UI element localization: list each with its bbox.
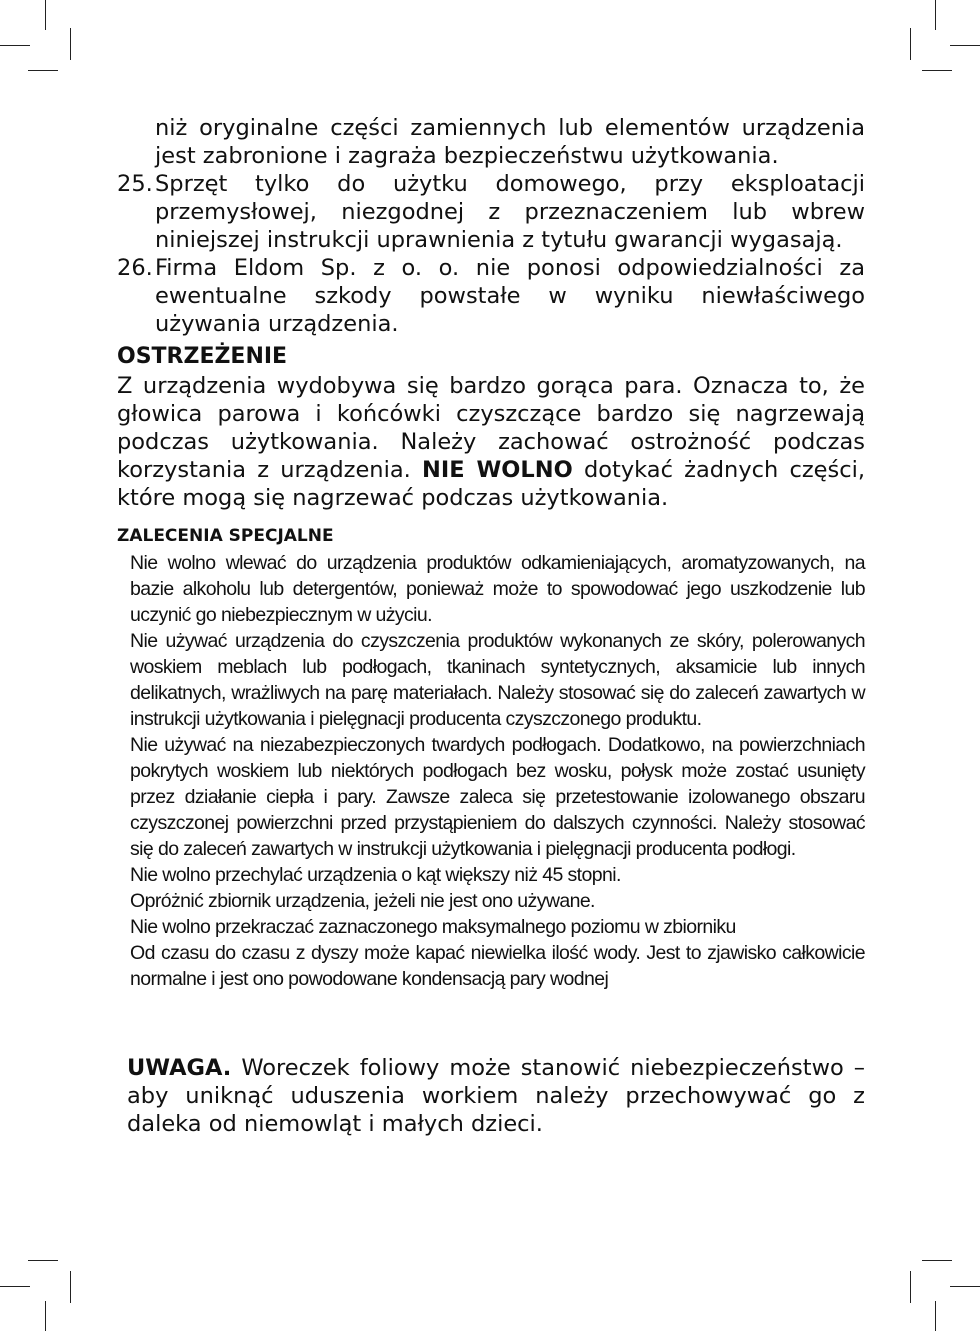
warning-text-part: Z urządzenia wydobywa się bardzo gorąca para. Oznacza to, że głowica parowa i końcówki czyszczące bardzo się nagrzewają podczas użytkowania. Należy zachować ostrożność podczas korzystania z urządzenia. (117, 373, 865, 483)
notice-label: UWAGA. (127, 1055, 232, 1081)
list-item (117, 170, 865, 254)
list-continuation: niż oryginalne części zamiennych lub elementów urządzenia jest zabronione i zagraża bezpieczeństwu użytkowania. (155, 115, 865, 169)
crop-mark (0, 45, 30, 46)
recommendation: Nie używać na niezabezpieczonych twardych podłogach. Dodatkowo, na powierzchniach pokrytych woskiem lub niektórych podłogach bez wosku, połysk może zostać usunięty przez działanie ciepła i pary. Zawsze zaleca się przetestowanie izolowanego obszaru czyszczonej powierzchni przed przystąpieniem do dalszych czynności. Należy stosować się do zaleceń zawartych w instrukcji użytkowania i pielęgnacji producenta podłogi. (130, 734, 865, 860)
crop-mark (950, 45, 980, 46)
list-item-number: 25. (117, 171, 153, 197)
list-item-number: 26. (117, 255, 153, 281)
crop-mark (45, 0, 46, 30)
notice-text: Woreczek foliowy może stanowić niebezpieczeństwo – aby uniknąć uduszenia workiem należy przechowywać go z daleka od niemowląt i małych dzieci. (127, 1055, 865, 1137)
recommendation: Opróżnić zbiornik urządzenia, jeżeli nie jest ono używane. (130, 890, 595, 912)
crop-mark (910, 1271, 911, 1303)
special-heading: ZALECENIA SPECJALNE (117, 526, 334, 546)
recommendation: Nie wolno wlewać do urządzenia produktów odkamieniających, aromatyzowanych, na bazie alkoholu lub detergentów, ponieważ może to spowodować jego uszkodzenie lub uczynić go niebezpiecznym w użyciu. (130, 552, 865, 626)
warning-text-part: dotykać żadnych części, które mogą się nagrzewać podczas użytkowania. (117, 457, 866, 511)
crop-mark (70, 1271, 71, 1303)
crop-mark (935, 0, 936, 30)
crop-mark (28, 70, 58, 71)
warning-emphasis: NIE WOLNO (422, 457, 573, 483)
numbered-list (117, 114, 865, 338)
crop-mark (935, 1301, 936, 1331)
crop-mark (950, 1286, 980, 1287)
warning-text (117, 372, 865, 512)
list-item-text: Firma Eldom Sp. z o. o. nie ponosi odpowiedzialności za ewentualne szkody powstałe w wyniku niewłaściwego używania urządzenia. (155, 255, 865, 337)
special-recommendations (130, 550, 865, 992)
crop-mark (45, 1301, 46, 1331)
warning-heading: OSTRZEŻENIE (117, 344, 288, 369)
crop-mark (70, 28, 71, 60)
crop-mark (922, 1260, 952, 1261)
crop-mark (922, 70, 952, 71)
list-item-text: Sprzęt tylko do użytku domowego, przy eksploatacji przemysłowej, niezgodnej z przeznaczeniem lub wbrew niniejszej instrukcji uprawnienia z tytułu gwarancji wygasają. (155, 171, 865, 253)
recommendation: Nie wolno przechylać urządzenia o kąt większy niż 45 stopni. (130, 864, 621, 886)
recommendation: Od czasu do czasu z dyszy może kapać niewielka ilość wody. Jest to zjawisko całkowicie normalne i jest ono powodowane kondensacją pary wodnej (130, 942, 865, 990)
notice (127, 1054, 865, 1138)
recommendation: Nie używać urządzenia do czyszczenia produktów wykonanych ze skóry, polerowanych woskiem meblach lub podłogach, tkaninach syntetycznych, aksamicie lub innych delikatnych, wrażliwych na parę materiałach. Należy stosować się do zaleceń zawartych w instrukcji użytkowania i pielęgnacji producenta czyszczonego produktu. (130, 630, 865, 730)
crop-mark (28, 1260, 58, 1261)
list-item (117, 254, 865, 338)
crop-mark (910, 28, 911, 60)
crop-mark (0, 1286, 30, 1287)
recommendation: Nie wolno przekraczać zaznaczonego maksymalnego poziomu w zbiorniku (130, 916, 736, 938)
